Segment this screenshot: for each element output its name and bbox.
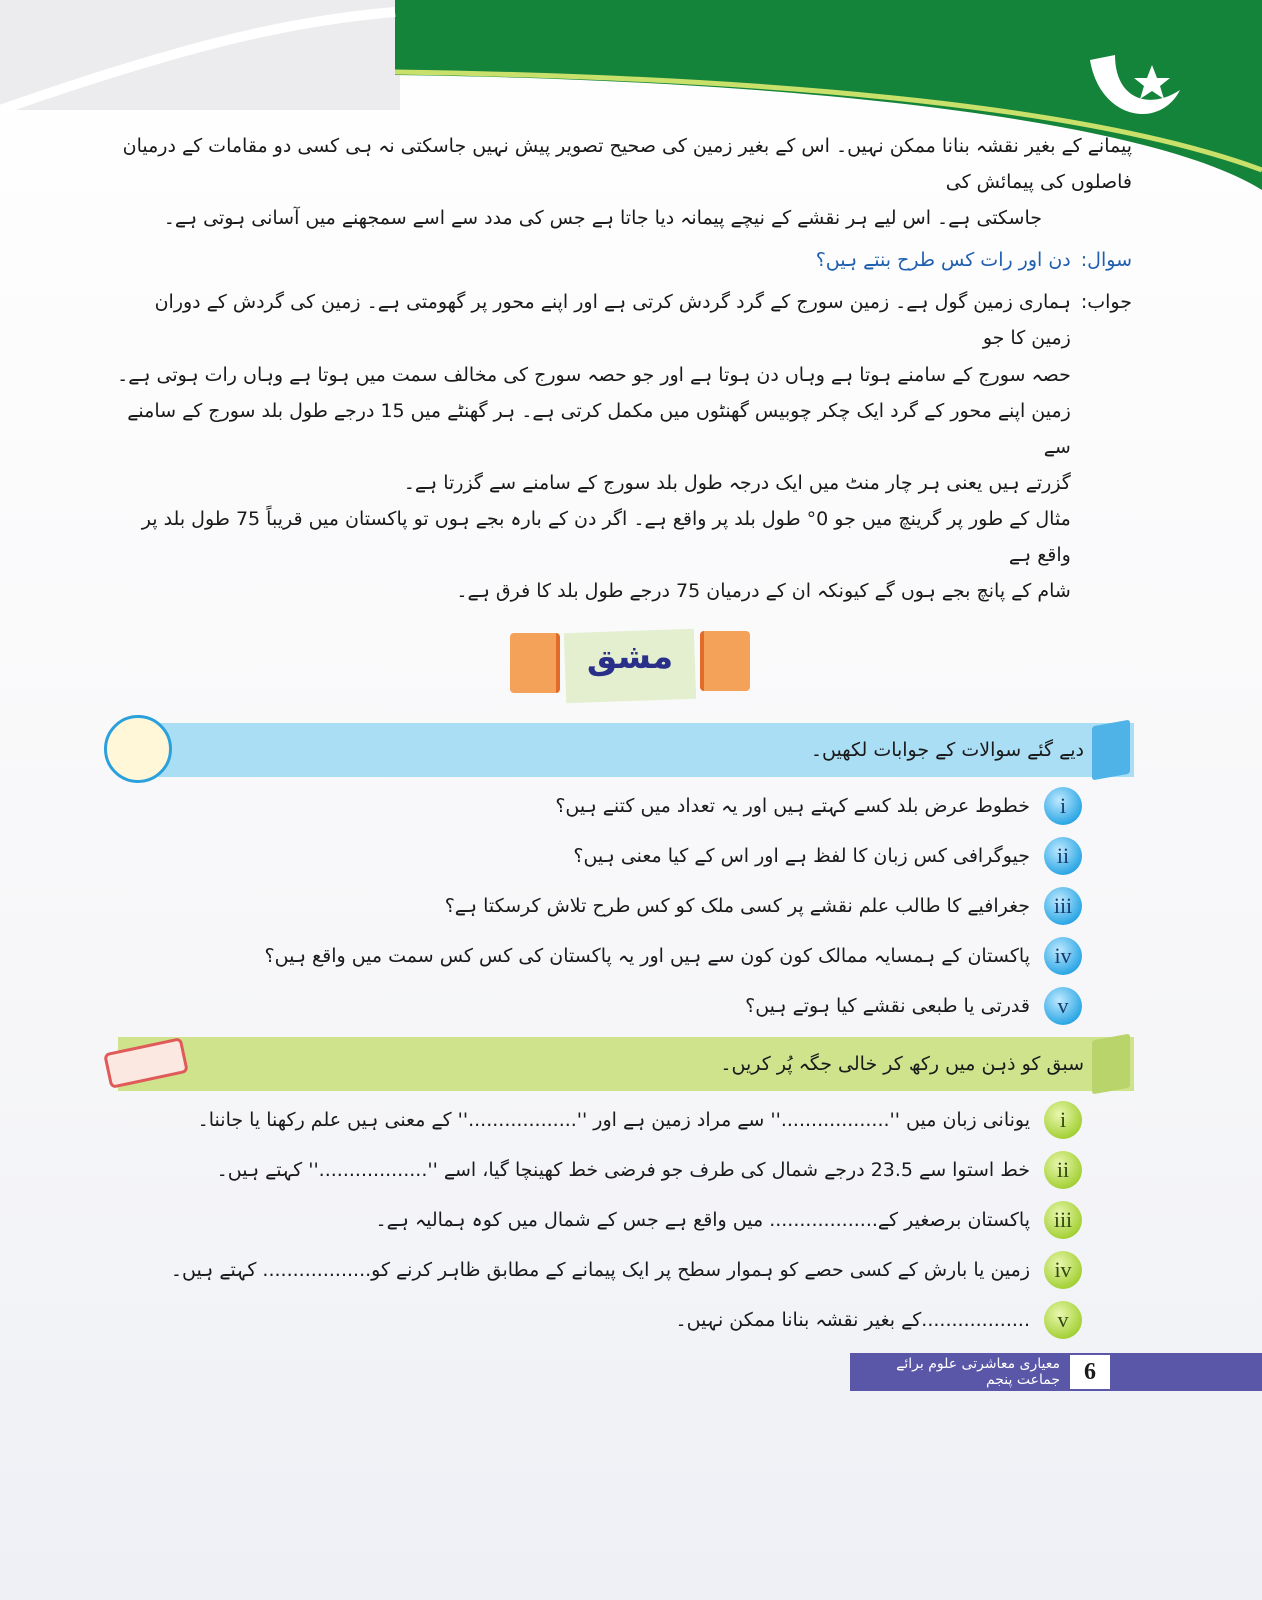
fill-blank-item: ..................کے بغیر نقشہ بنانا ممکن نہیں۔ (675, 1309, 1030, 1332)
answer (110, 284, 1132, 609)
question-number-badge: i (1044, 1101, 1082, 1139)
question-item-row (110, 787, 1132, 825)
question-item: جیوگرافی کس زبان کا لفظ ہے اور اس کے کیا معنی ہیں؟ (573, 845, 1030, 868)
question-item: پاکستان کے ہمسایہ ممالک کون کون سے ہیں اور یہ پاکستان کی کس کس سمت میں واقع ہیں؟ (264, 945, 1030, 968)
question-number-badge: iii (1044, 1201, 1082, 1239)
question-number-badge: iv (1044, 1251, 1082, 1289)
fill-blank-item: یونانی زبان میں ''..................'' سے مراد زمین ہے اور ''..................'' کے معنی ہیں علم رکھنا یا جاننا۔ (197, 1109, 1030, 1132)
answer-label: جواب: (1080, 291, 1132, 314)
fill-blank-row (110, 1201, 1132, 1239)
question-label: سوال: (1080, 249, 1132, 272)
exercise-title: مشق (586, 637, 674, 678)
question-number-badge: v (1044, 1301, 1082, 1339)
answer-line: مثال کے طور پر گرینچ میں جو 0° طول بلد پر واقع ہے۔ اگر دن کے بارہ بجے ہوں تو پاکستان میں قریباً 75 طول بلد پر واقع ہے (141, 507, 1071, 567)
fill-blank-row (110, 1101, 1132, 1139)
question (110, 242, 1132, 278)
question-item: جغرافیے کا طالب علم نقشے پر کسی ملک کو کس طرح تلاش کرسکتا ہے؟ (444, 895, 1030, 918)
intro-line: جاسکتی ہے۔ اس لیے ہر نقشے کے نیچے پیمانہ دیا جاتا ہے جس کی مدد سے اسے سمجھنے میں آسانی ہوتی ہے۔ (163, 207, 1042, 230)
section2-banner (118, 1037, 1134, 1091)
folder-icon (1092, 1034, 1130, 1095)
section1-banner (118, 723, 1134, 777)
fill-blank-item: زمین یا بارش کے کسی حصے کو ہموار سطح پر ایک پیمانے کے مطابق ظاہر کرنے کو.................. کہتے ہیں۔ (170, 1259, 1030, 1282)
question-item-row (110, 987, 1132, 1025)
section2-title: سبق کو ذہن میں رکھ کر خالی جگہ پُر کریں۔ (720, 1052, 1084, 1075)
binder-clip-right-icon (700, 631, 750, 691)
open-book-icon (103, 1037, 189, 1089)
fill-blank-item: پاکستان برصغیر کے.................. میں واقع ہے جس کے شمال میں کوہ ہمالیہ ہے۔ (375, 1209, 1030, 1232)
answer-line: شام کے پانچ بجے ہوں گے کیونکہ ان کے درمیان 75 درجے طول بلد کا فرق ہے۔ (456, 580, 1071, 603)
fill-blank-item: خط استوا سے 23.5 درجے شمال کی طرف جو فرضی خط کھینچا گیا، اسے ''..................'' کہتے ہیں۔ (216, 1159, 1030, 1182)
question-number-badge: iv (1044, 937, 1082, 975)
exercise-label (110, 619, 1132, 715)
answer-line: ہماری زمین گول ہے۔ زمین سورج کے گرد گردش کرتی ہے اور اپنے محور پر گھومتی ہے۔ زمین کی گردش کے دوران زمین کا جو (154, 291, 1071, 350)
question-number-badge: ii (1044, 1151, 1082, 1189)
question-text: دن اور رات کس طرح بنتے ہیں؟ (815, 249, 1071, 272)
section1-title: دیے گئے سوالات کے جوابات لکھیں۔ (810, 738, 1084, 761)
answer-line: حصہ سورج کے سامنے ہوتا ہے وہاں دن ہوتا ہے اور جو حصہ سورج کی مخالف سمت میں ہوتا ہے وہاں رات ہوتی ہے۔ (117, 363, 1071, 386)
question-item-row (110, 887, 1132, 925)
footer-bar (850, 1353, 1262, 1391)
question-number-badge: iii (1044, 887, 1082, 925)
fill-blank-row (110, 1151, 1132, 1189)
folder-icon (1092, 720, 1130, 781)
question-item-row (110, 837, 1132, 875)
question-number-badge: ii (1044, 837, 1082, 875)
question-item: قدرتی یا طبعی نقشے کیا ہوتے ہیں؟ (745, 995, 1030, 1018)
answer-line: زمین اپنے محور کے گرد ایک چکر چوبیس گھنٹوں میں مکمل کرتی ہے۔ ہر گھنٹے میں 15 درجے طول بلد سورج کے سامنے سے (127, 399, 1071, 458)
footer-book-title: معیاری معاشرتی علوم برائے جماعت پنجم (896, 1356, 1060, 1389)
intro-line: پیمانے کے بغیر نقشہ بنانا ممکن نہیں۔ اس کے بغیر زمین کی صحیح تصویر پیش نہیں جاسکتی نہ ہی کسی دو مقامات کے درمیان فاصلوں کی پیمائش کی (122, 135, 1132, 194)
binder-clip-left-icon (510, 633, 560, 693)
fill-blank-row (110, 1251, 1132, 1289)
question-item: خطوط عرض بلد کسے کہتے ہیں اور یہ تعداد میں کتنے ہیں؟ (555, 795, 1030, 818)
footer (110, 1353, 1262, 1391)
page-number: 6 (1068, 1353, 1112, 1391)
question-item-row (110, 937, 1132, 975)
notepad-pencil-icon (104, 715, 172, 783)
question-number-badge: v (1044, 987, 1082, 1025)
fill-blank-row (110, 1301, 1132, 1339)
answer-line: گزرتے ہیں یعنی ہر چار منٹ میں ایک درجہ طول بلد سورج کے سامنے سے گزرتا ہے۔ (403, 471, 1071, 494)
question-number-badge: i (1044, 787, 1082, 825)
